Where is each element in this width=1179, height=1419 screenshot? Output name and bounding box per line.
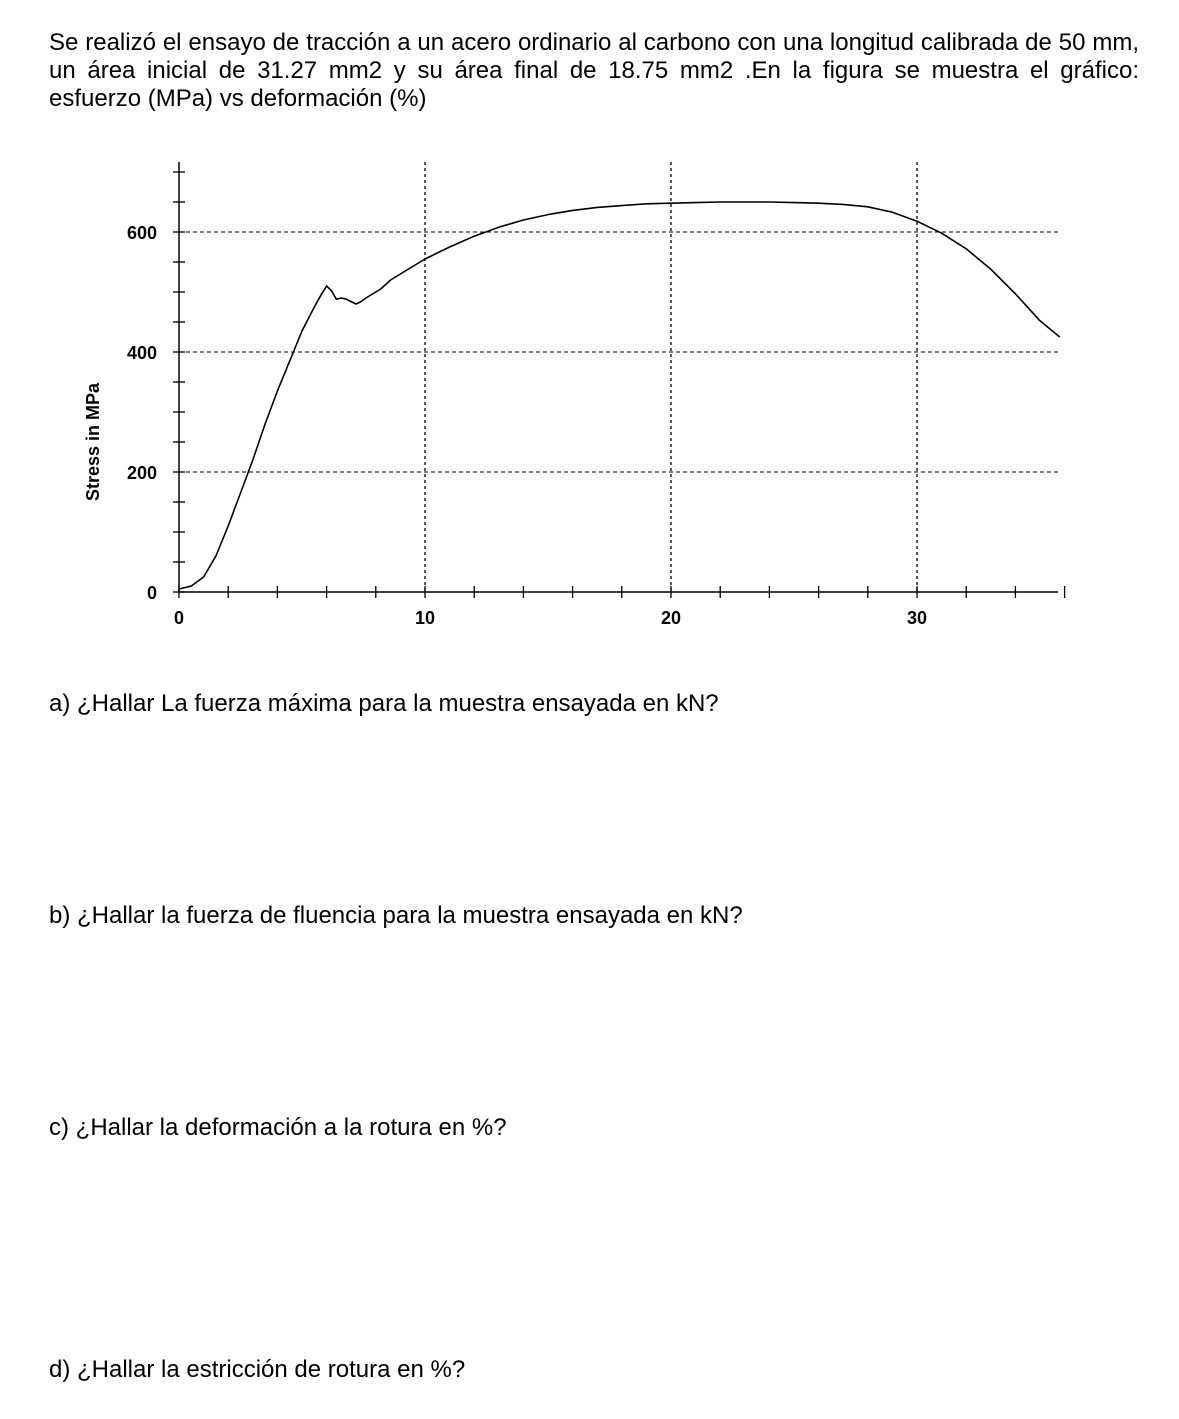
y-axis-title: Stress in MPa — [83, 382, 103, 502]
question-c: c) ¿Hallar la deformación a la rotura en %? — [49, 1114, 507, 1141]
question-b: b) ¿Hallar la fuerza de fluencia para la muestra ensayada en kN? — [49, 902, 743, 929]
y-tick-label: 600 — [126, 223, 157, 243]
y-tick-label: 400 — [126, 343, 157, 363]
stress-strain-chart — [0, 150, 1100, 640]
question-d: d) ¿Hallar la estricción de rotura en %? — [49, 1356, 466, 1383]
x-tick-label: 10 — [414, 608, 436, 628]
y-tick-label: 0 — [146, 583, 157, 603]
x-tick-label: 20 — [660, 608, 682, 628]
data-series — [179, 202, 1060, 589]
x-tick-label: 0 — [173, 608, 185, 628]
x-tick-label: 30 — [906, 608, 928, 628]
stress-strain-curve — [179, 202, 1060, 589]
question-a: a) ¿Hallar La fuerza máxima para la muestra ensayada en kN? — [49, 690, 719, 717]
problem-statement: Se realizó el ensayo de tracción a un acero ordinario al carbono con una longitud calibrada de 50 mm, un área inicial de 31.27 mm2 y su área final de 18.75 mm2 .En la figura se muestra el gráfico: esfuerzo (MPa) vs deformación (%) — [49, 29, 1139, 112]
tick-labels — [127, 223, 927, 628]
y-tick-label: 200 — [126, 463, 157, 483]
